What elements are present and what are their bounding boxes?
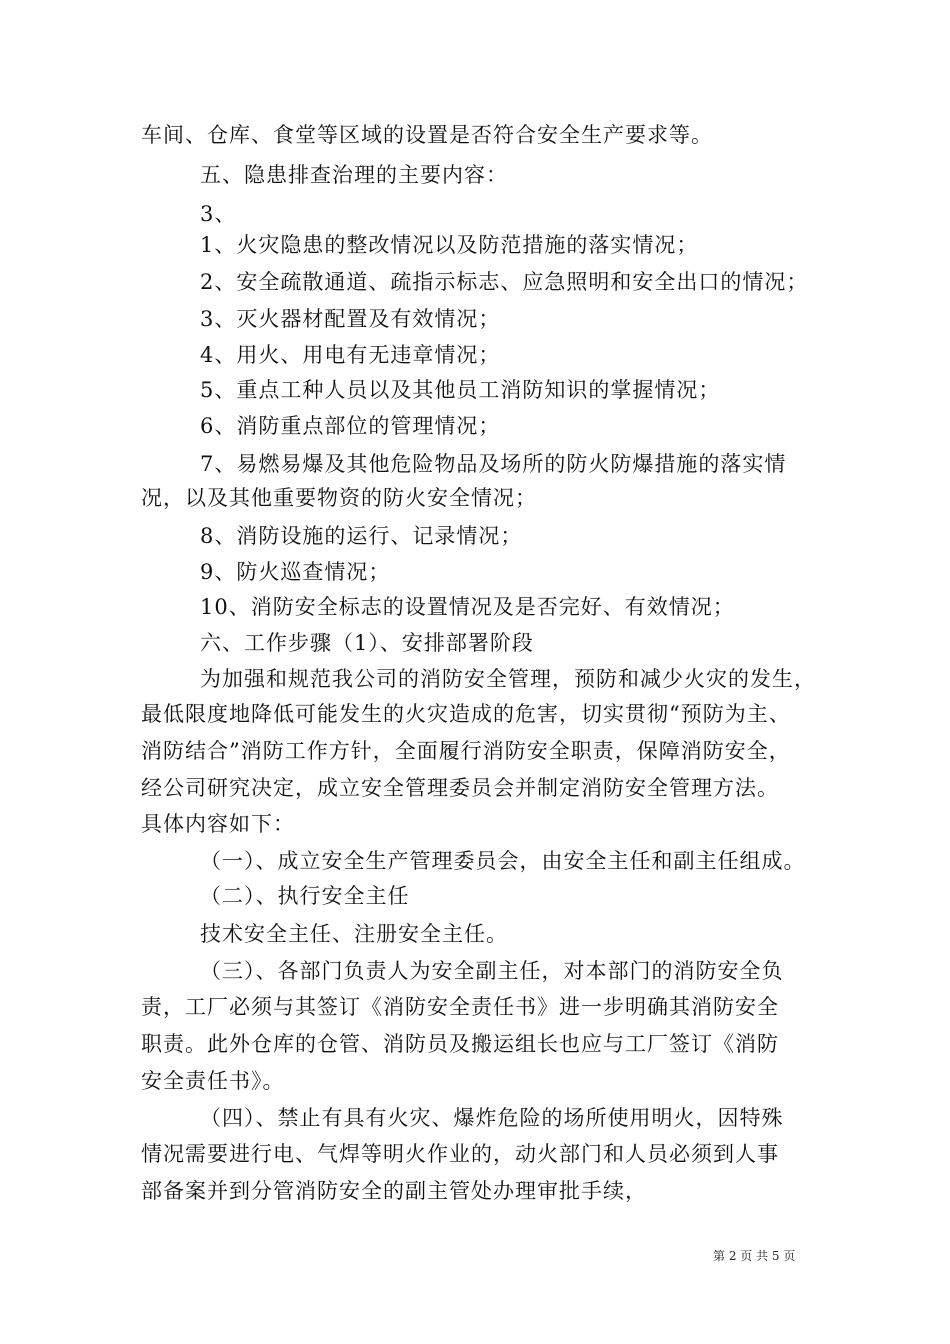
list-item: 10、消防安全标志的设置情况及是否完好、有效情况； — [200, 595, 735, 619]
list-item: 3、灭火器材配置及有效情况； — [200, 307, 501, 331]
paragraph-line: 安全责任书》。 — [141, 1069, 285, 1093]
paragraph-line: 情况需要进行电、气焊等明火作业的，动火部门和人员必须到人事 — [141, 1142, 779, 1166]
list-item: 7、易燃易爆及其他危险物品及场所的防火防爆措施的落实情 — [200, 452, 787, 476]
paragraph-line: （三）、各部门负责人为安全副主任，对本部门的消防安全负 — [200, 959, 784, 983]
paragraph-line: 职责。此外仓库的仓管、消防员及搬运组长也应与工厂签订《消防 — [141, 1032, 779, 1056]
paragraph-line: 具体内容如下： — [141, 812, 295, 836]
paragraph-line: 为加强和规范我公司的消防安全管理，预防和减少火灾的发生， — [200, 667, 816, 691]
list-item: 1、火灾隐患的整改情况以及防范措施的落实情况； — [200, 233, 699, 257]
paragraph-line: （四）、禁止有具有火灾、爆炸危险的场所使用明火，因特殊 — [200, 1106, 784, 1130]
paragraph-line: 部备案并到分管消防安全的副主管处办理审批手续， — [141, 1179, 647, 1203]
text-line: 车间、仓库、食堂等区域的设置是否符合安全生产要求等。 — [141, 123, 713, 147]
section-heading: 六、工作步骤（1）、安排部署阶段 — [200, 631, 534, 655]
paragraph-line: 最低限度地降低可能发生的火灾造成的危害，切实贯彻“预防为主、 — [141, 702, 791, 726]
list-item: 2、安全疏散通道、疏指示标志、应急照明和安全出口的情况； — [200, 270, 809, 294]
list-item: 4、用火、用电有无违章情况； — [200, 343, 501, 367]
list-item: 8、消防设施的运行、记录情况； — [200, 524, 523, 548]
paragraph-line: 技术安全主任、注册安全主任。 — [200, 922, 508, 946]
paragraph-line: 消防结合”消防工作方针，全面履行消防安全职责，保障消防安全， — [141, 739, 791, 763]
list-item: 6、消防重点部位的管理情况； — [200, 414, 501, 438]
list-item: 5、重点工种人员以及其他员工消防知识的掌握情况； — [200, 378, 721, 402]
text-line: 3、 — [200, 202, 237, 226]
list-item: 9、防火巡查情况； — [200, 560, 391, 584]
paragraph-line: 责，工厂必须与其签订《消防安全责任书》进一步明确其消防安全 — [141, 995, 779, 1019]
section-heading: 五、隐患排查治理的主要内容： — [200, 163, 508, 187]
paragraph-line: 经公司研究决定，成立安全管理委员会并制定消防安全管理方法。 — [141, 776, 779, 800]
paragraph-line: （二）、执行安全主任 — [200, 884, 410, 908]
paragraph-line: （一）、成立安全生产管理委员会，由安全主任和副主任组成。 — [200, 849, 806, 873]
page-number: 第 2 页 共 5 页 — [713, 1249, 796, 1263]
list-item-continuation: 况，以及其他重要物资的防火安全情况； — [141, 486, 537, 510]
